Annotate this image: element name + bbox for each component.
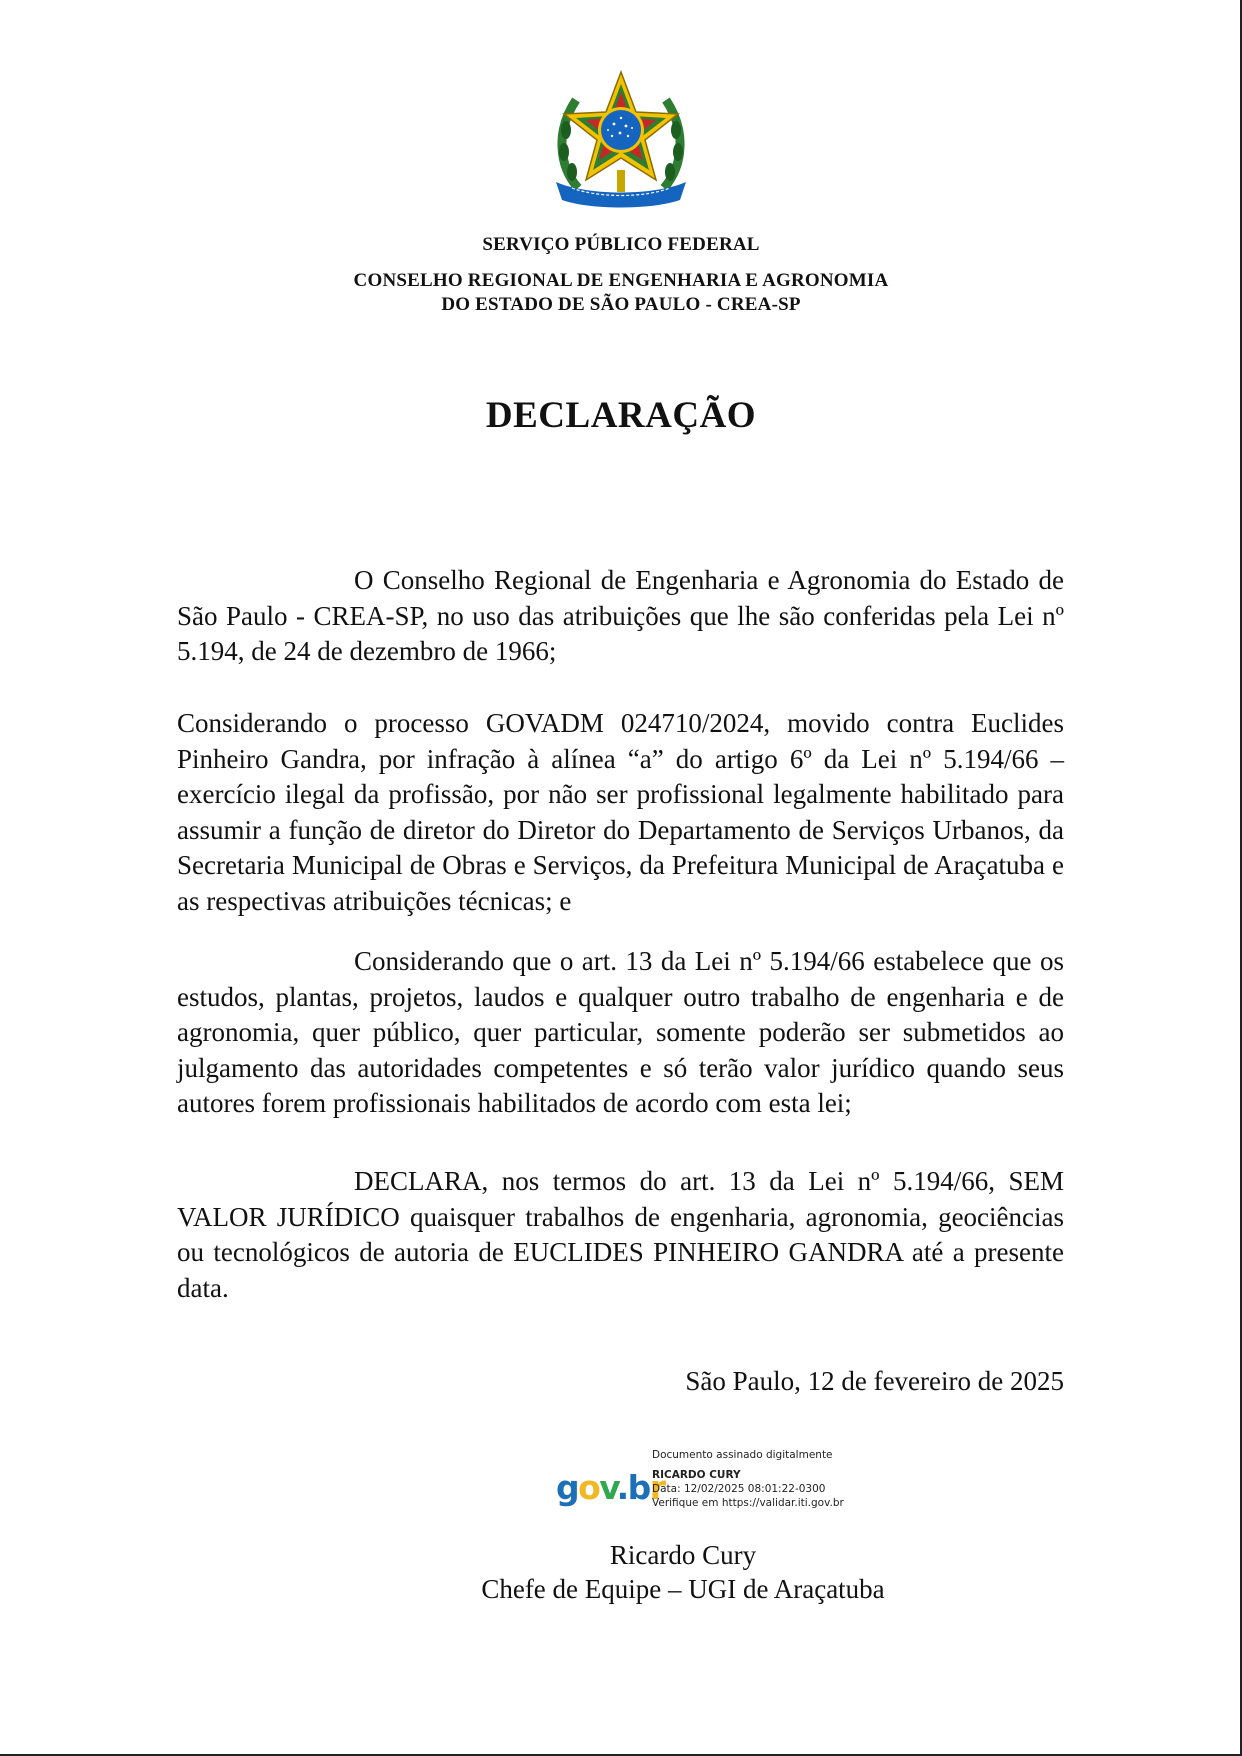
- paragraph-preamble: O Conselho Regional de Engenharia e Agronomia do Estado de São Paulo - CREA-SP, no uso das atribuições que lhe são conferidas pela Lei nº 5.194, de 24 de dezembro de 1966;: [177, 565, 1064, 666]
- header-council: CONSELHO REGIONAL DE ENGENHARIA E AGRONOMIA: [353, 270, 889, 291]
- paragraph-considering-article: Considerando que o art. 13 da Lei nº 5.194/66 estabelece que os estudos, plantas, projetos, laudos e qualquer outro trabalho de engenharia e de agronomia, quer público, quer particular, somente poderão ser submetidos ao julgamento das autoridades competentes e só terão valor jurídico quando seus autores forem profissionais habilitados de acordo com esta lei;: [177, 946, 1064, 1118]
- signature-signer: RICARDO CURY: [652, 1469, 741, 1481]
- signature-label: Documento assinado digitalmente: [652, 1449, 833, 1461]
- digital-signature-stamp: [554, 1448, 884, 1514]
- signatory-name: Ricardo Cury: [609, 1540, 757, 1570]
- paragraph-declaration: DECLARA, nos termos do art. 13 da Lei nº 5.194/66, SEM VALOR JURÍDICO quaisquer trabalhos de engenharia, agronomia, geociências ou tecnológicos de autoria de EUCLIDES PINHEIRO GANDRA até a presente data.: [177, 1166, 1064, 1303]
- signature-verify-link: Verifique em https://validar.iti.gov.br: [652, 1497, 844, 1509]
- document-title: DECLARAÇÃO: [485, 395, 757, 436]
- signature-date: Data: 12/02/2025 08:01:22-0300: [652, 1483, 826, 1495]
- digital-signature-text: [652, 1448, 844, 1510]
- paragraph-considering-process: Considerando o processo GOVADM 024710/2024, movido contra Euclides Pinheiro Gandra, por infração à alínea “a” do artigo 6º da Lei nº 5.194/66 – exercício ilegal da profissão, por não ser profissional legalmente habilitado para assumir a função de diretor do Diretor do Departamento de Serviços Urbanos, da Secretaria Municipal de Obras e Serviços, da Prefeitura Municipal de Araçatuba e as respectivas atribuições técnicas; e: [177, 708, 1064, 916]
- header-service: SERVIÇO PÚBLICO FEDERAL: [482, 234, 760, 255]
- place-date: São Paulo, 12 de fevereiro de 2025: [685, 1366, 1064, 1396]
- signatory-role: Chefe de Equipe – UGI de Araçatuba: [481, 1574, 885, 1604]
- govbr-logo: gov.br: [556, 1468, 665, 1507]
- brazil-coat-of-arms-emblem: [548, 70, 694, 208]
- header-council-state: DO ESTADO DE SÃO PAULO - CREA-SP: [441, 294, 801, 315]
